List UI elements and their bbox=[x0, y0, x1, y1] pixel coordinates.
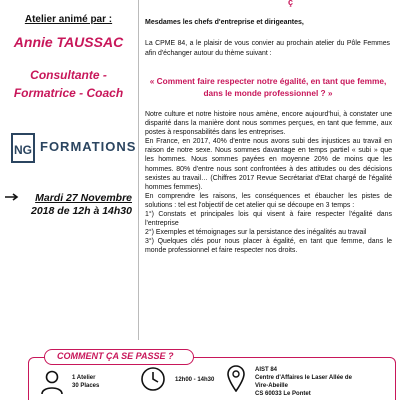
arrow-right-icon bbox=[4, 192, 20, 202]
invitation-column bbox=[138, 0, 392, 340]
paragraph-culture: Notre culture et notre histoire nous amène, encore aujourd'hui, à constater une disparité dans la manière dont nous sommes perçues, en tant que femme, aux postes à responsabilités dans les entreprises. bbox=[145, 111, 392, 137]
event-time: 2018 de 12h à 14h30 bbox=[31, 205, 132, 217]
details-title-box bbox=[44, 349, 194, 365]
hours-info: 12h00 - 14h30 bbox=[175, 377, 215, 383]
address-line-4: CS 60033 Le Pontet bbox=[255, 391, 311, 397]
ng-logo-icon bbox=[10, 130, 40, 166]
presenter-column bbox=[6, 14, 131, 102]
presenter-role bbox=[6, 66, 131, 102]
body-text bbox=[145, 110, 392, 256]
capacity-info bbox=[72, 374, 99, 390]
event-date: Mardi 27 Novembre bbox=[35, 192, 132, 204]
greeting: Mesdames les chefs d'entreprise et dirigeantes, bbox=[145, 19, 304, 26]
logo-initials: NG bbox=[14, 143, 32, 157]
intro-text: La CPME 84, a le plaisir de vous convier au prochain atelier du Pôle Femmes afin d'échanger autour du thème suivant : bbox=[145, 40, 390, 57]
paragraph-objective: En comprendre les raisons, les conséquences et ébaucher les pistes de solutions : tel est l'objectif de cet atelier qui se découpe en 3 temps : bbox=[145, 192, 392, 209]
atelier-count: 1 Atelier bbox=[72, 375, 96, 381]
workshop-theme: « Comment faire respecter notre égalité, en tant que femme, dans le monde professionnel ? » bbox=[149, 76, 387, 98]
step-3: 3°) Quelques clés pour nous placer à égalité, en tant que femme, dans le monde professionnel et faire respecter nos droits. bbox=[145, 238, 392, 255]
places-count: 30 Places bbox=[72, 383, 100, 389]
clock-icon bbox=[140, 366, 166, 392]
header-fragment: ç bbox=[288, 0, 294, 7]
person-icon bbox=[40, 369, 64, 395]
address-line-3: Vire-Abeille bbox=[255, 383, 288, 389]
animated-by-label: Atelier animé par : bbox=[24, 14, 113, 25]
details-title: COMMENT ÇA SE PASSE ? bbox=[57, 351, 174, 361]
address-info bbox=[255, 366, 352, 398]
presenter-name: Annie TAUSSAC bbox=[13, 34, 124, 50]
event-datetime bbox=[4, 192, 132, 218]
ng-formations-logo bbox=[10, 130, 137, 166]
logo-text: FORMATIONS bbox=[40, 139, 137, 154]
role-line-2: Formatrice - Coach bbox=[13, 86, 124, 100]
step-2: 2°) Exemples et témoignages sur la persistance des inégalités au travail bbox=[145, 229, 367, 237]
address-line-1: AIST 84 bbox=[255, 367, 278, 373]
location-pin-icon bbox=[226, 364, 246, 392]
address-line-2: Centre d'Affaires le Laser Allée de bbox=[255, 375, 352, 381]
paragraph-statistics: En France, en 2017, 40% d'entre nous avons subi des injustices au travail en raison de notre sexe. Nous sommes davantage en temps partiel « subi » que les hommes. Nous sommes payées en moyenne 20% de moins que les hommes. 80% d'entre nous sont confrontées à des attitudes ou des décisions sexistes au travail… (Chiffres 2017 Revue Secrétariat d'Etat chargé de l'égalité hommes femmes). bbox=[145, 138, 392, 191]
step-1: 1°) Constats et principales lois qui visent à faire respecter l'égalité dans l'entreprise bbox=[145, 211, 392, 228]
role-line-1: Consultante - bbox=[30, 68, 107, 82]
